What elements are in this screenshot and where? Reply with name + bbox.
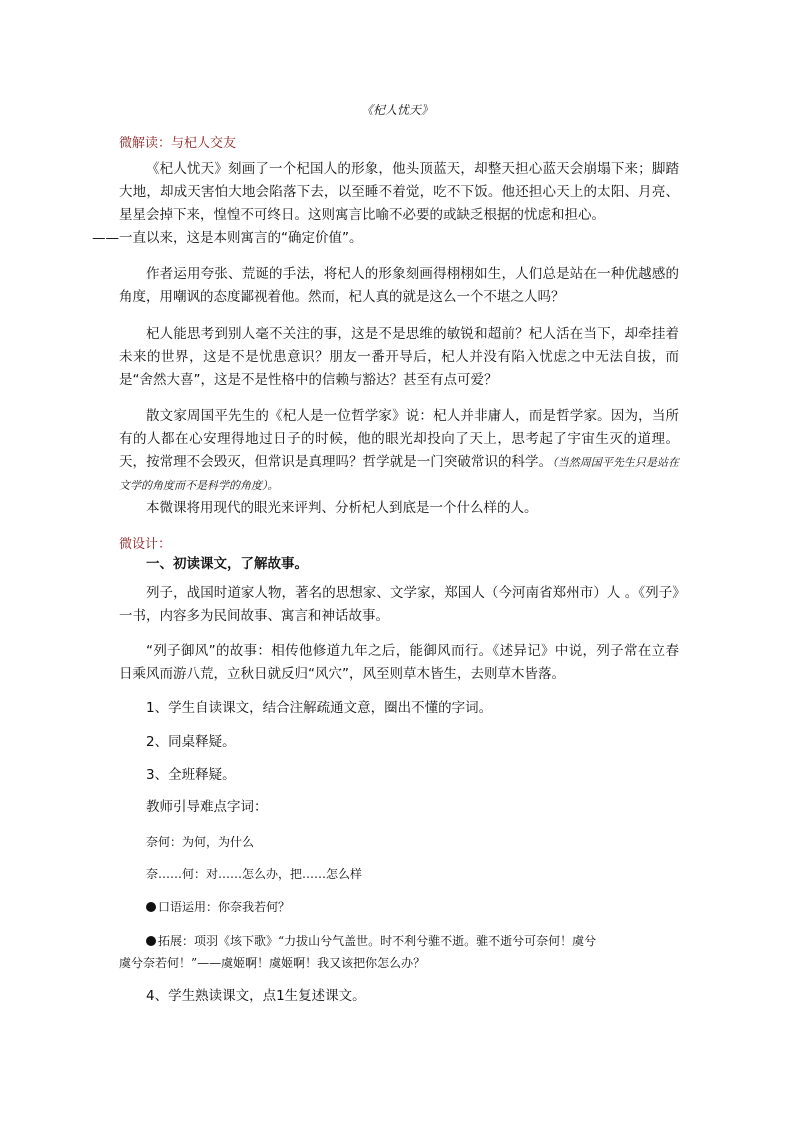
paragraph-4 (119, 405, 679, 497)
paragraph-1-text: 《杞人忧天》刻画了一个杞国人的形象，他头顶蓝天，却整天担心蓝天会崩塌下来；脚踏大地，却成天害怕大地会陷落下去，以至睡不着觉，吃不下饭。他还担心天上的太阳、月亮、星星会掉下来，惶惶不可终日。这则寓言比喻不必要的或缺乏根据的忧虑和担心。 (119, 161, 679, 223)
intro-heading: 微解读：与杞人交友 (119, 136, 237, 151)
list-item-2: 2、同桌释疑。 (146, 734, 236, 750)
paragraph-6: 列子，战国时道家人物，著名的思想家、文学家，郑国人（今河南省郑州市）人 。《列子》一书，内容多为民间故事、寓言和神话故事。 (119, 585, 679, 624)
extension-text-1: 拓展：项羽《垓下歌》“力拔山兮气盖世。时不利兮骓不逝。骓不逝兮可奈何！虞兮 (158, 934, 597, 948)
step-1-heading: 一、初读课文，了解故事。 (146, 556, 308, 572)
paragraph-2: 作者运用夸张、荒诞的手法，将杞人的形象刻画得栩栩如生，人们总是站在一种优越感的角度，用嘲讽的态度鄙视着他。然而，杞人真的就是这么一个不堪之人吗？ (119, 266, 679, 305)
paragraph-1 (92, 158, 679, 250)
oral-usage-text: 口语运用：你奈我若何？ (158, 900, 291, 914)
extension-line-2: 虞兮奈若何！”——虞姬啊！虞姬啊！我又该把你怎么办？ (119, 956, 426, 970)
word-note-1: 奈何：为何，为什么 (146, 835, 255, 849)
page-title: 《杞人忧天》 (360, 103, 433, 117)
paragraph-4-text: 散文家周国平先生的《杞人是一位哲学家》说：杞人并非庸人，而是哲学家。因为，当所有的人都在心安理得地过日子的时候，他的眼光却投向了天上，思考起了宇宙生灭的道理。天，按常理不会毁灭，但常识是真理吗？哲学就是一门突破常识的科学。 (119, 408, 679, 470)
teacher-guide: 教师引导难点字词： (146, 799, 268, 815)
paragraph-5: 本微课将用现代的眼光来评判、分析杞人到底是一个什么样的人。 (146, 500, 538, 516)
list-item-4: 4、学生熟读课文，点1生复述课文。 (146, 988, 366, 1004)
paragraph-3: 杞人能思考到别人毫不关注的事，这是不是思维的敏锐和超前？杞人活在当下，却牵挂着未来的世界，这是不是忧患意识？朋友一番开导后，杞人并没有陷入忧虑之中无法自拔，而是“舍然大喜”，这是不是性格中的信赖与豁达？甚至有点可爱？ (119, 326, 679, 388)
bullet-icon (146, 936, 156, 946)
word-note-2: 奈……何：对……怎么办，把……怎么样 (146, 867, 363, 881)
list-item-3: 3、全班释疑。 (146, 767, 236, 783)
paragraph-1-tail: ——一直以来，这是本则寓言的“确定价值”。 (92, 230, 363, 246)
oral-usage (146, 897, 290, 917)
list-item-1: 1、学生自读课文，结合注解疏通文意，圈出不懂的字词。 (146, 700, 493, 716)
extension-line-1 (146, 931, 596, 951)
bullet-icon (146, 902, 156, 912)
design-heading: 微设计： (119, 537, 172, 552)
paragraph-4-note: （当然周国平先生只是站在文学的角度而不是科学的角度）。 (119, 456, 680, 492)
paragraph-7: “列子御风”的故事：相传他修道九年之后，能御风而行。《述异记》中说，列子常在立春日乘风而游八荒，立秋日就反归“风穴”，风至则草木皆生，去则草木皆落。 (119, 643, 679, 682)
